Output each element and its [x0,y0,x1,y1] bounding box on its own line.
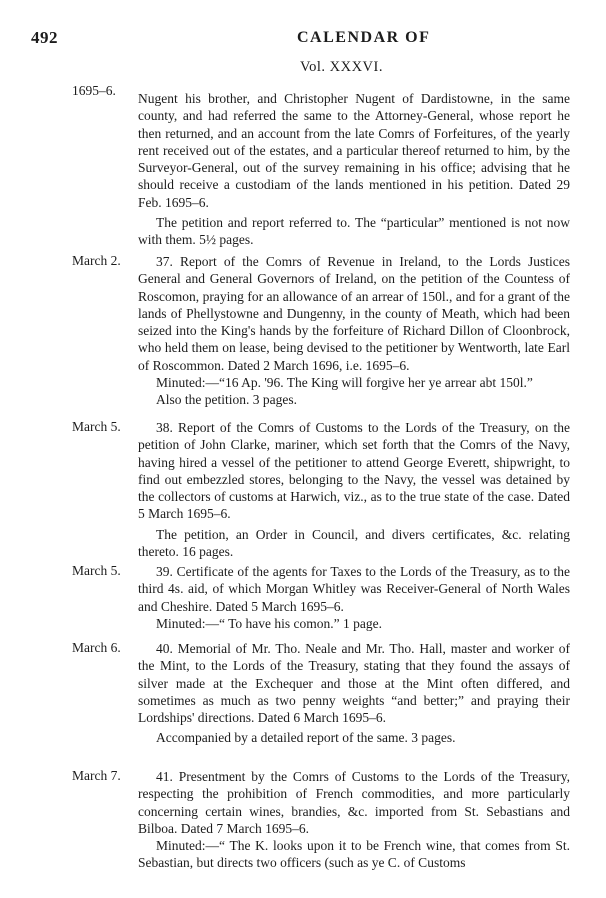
entry-paragraph: 40. Memorial of Mr. Tho. Neale and Mr. Tho. Hall, master and worker of the Mint, to the Lords of the Treasury, stating that they found the assays of silver made at the Exchequer and those at the Mint often differed, and sometimes as much as two penny weights “and better;” and praying their Lordships' directions. Dated 6 March 1695–6. [138,641,570,726]
entry-paragraph: Minuted:—“ The K. looks upon it to be French wine, that comes from St. Sebastian, but directs two officers (such as ye C. of Customs [138,838,570,871]
entry-body [138,253,570,409]
entry-date: March 2. [72,253,121,268]
page-header [0,28,606,48]
entry-paragraph: The petition and report referred to. The “particular” mentioned is not now with them. 5½ pages. [138,215,570,248]
entry-date: March 5. [72,563,121,578]
entry-paragraph: Also the petition. 3 pages. [156,392,297,408]
entry-date: March 5. [72,419,121,434]
entry-paragraph: The petition, an Order in Council, and divers certificates, &c. relating thereto. 16 pages. [138,526,570,560]
entry-paragraph: Accompanied by a detailed report of the same. 3 pages. [156,730,456,746]
entry-paragraph: 41. Presentment by the Comrs of Customs to the Lords of the Treasury, respecting the prohibition of French commodities, and more particularly concerning certain wines, brandies, &c. imported from St. Sebastians and Bilboa. Dated 7 March 1695–6. [138,769,570,836]
entry-paragraph: 39. Certificate of the agents for Taxes to the Lords of the Treasury, as to the third 4s. aid, of which Morgan Whitley was Receiver-General of North Wales and Cheshire. Dated 5 March 1695–6. [138,564,570,614]
entry-date: March 6. [72,640,121,655]
entry-body [138,419,570,560]
entry-paragraph: Minuted:—“16 Ap. '96. The King will forgive her ye arrear abt 150l.” [156,375,533,391]
entry-body [138,768,570,872]
entry-paragraph: Nugent his brother, and Christopher Nugent of Dardistowne, in the same county, and had referred the same to the Attorney-General, whose report he then returned, and an account from the late Comrs of Forfeitures, of the yearly rent received out of the estates, and a particular thereof returned to him, by the Surveyor-General, out of the survey remaining in his office; advising that he should receive a custodiam of the lands mentioned in his petition. Dated 29 Feb. 1695–6. [138,91,570,210]
entry-paragraph: 37. Report of the Comrs of Revenue in Ireland, to the Lords Justices General and General Governors of Ireland, on the petition of the Countess of Roscomon, praying for an allowance of an arrear of 150l., and for a grant of the lands of Phellystowne and Dungenny, in the county of Meath, which had been seized into the King's hands by the forfeiture of Richard Dillon of Cloonbrock, who held them on lease, being devised to the petitioner by Wentworth, late Earl of Roscommon. Dated 2 March 1696, i.e. 1695–6. [138,254,570,373]
running-head: CALENDAR OF [297,29,431,46]
entry-paragraph: Minuted:—“ To have his comon.” 1 page. [156,615,383,631]
volume-heading: Vol. XXXVI. [300,59,383,75]
entry-body [138,90,570,249]
page-number: 492 [31,28,58,47]
entry-body [138,640,570,747]
entry-body [138,563,570,632]
entry-paragraph: 38. Report of the Comrs of Customs to the Lords of the Treasury, on the petition of John Clarke, mariner, which set forth that the Comrs of the Navy, having hired a vessel of the petitioner to attend George Everett, shipwright, to find out embezzled stores, belonging to the Navy, the vessel was detained by the collectors of customs at Harwich, viz., as to the true state of the case. Dated 5 March 1695–6. [138,420,570,522]
entry-date: 1695–6. [72,83,116,98]
entry-date: March 7. [72,768,121,783]
